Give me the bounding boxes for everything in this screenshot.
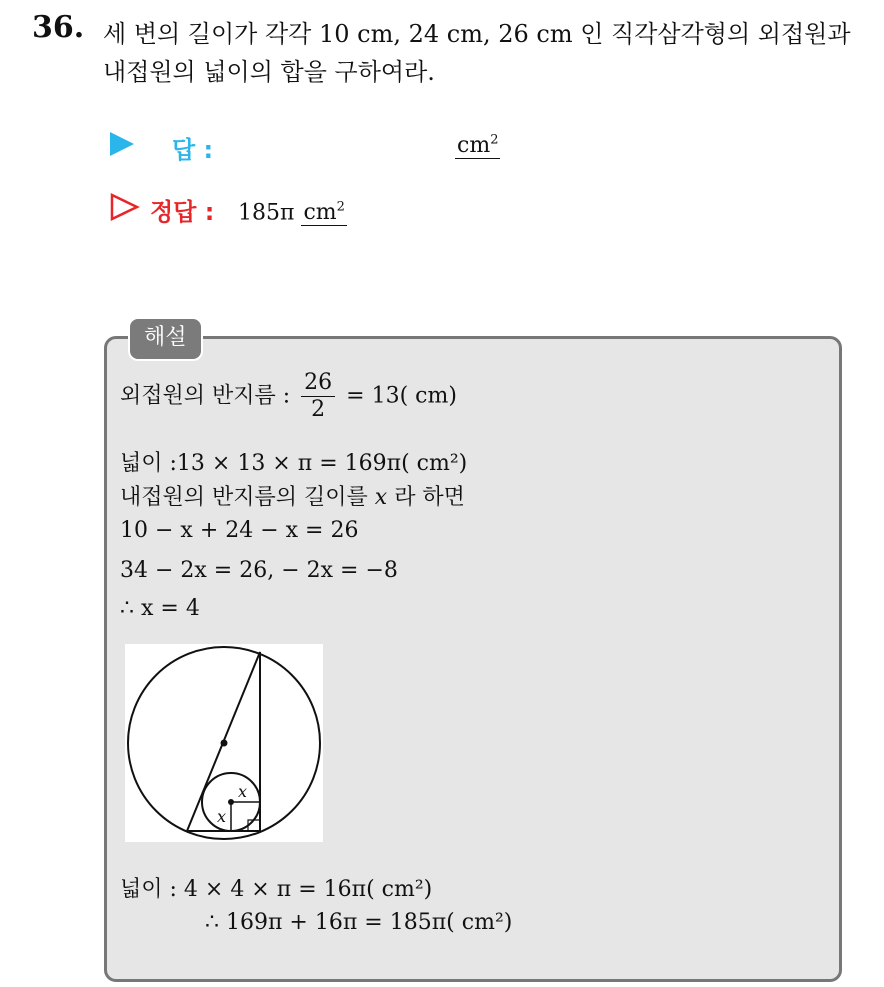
correct-answer-unit: $cm^2$ [303, 200, 345, 226]
solution-line-4: 10 − x + 24 − x = 26 [120, 518, 359, 543]
solution-line-8: ∴ 169π + 16π = 185π( cm²) [205, 910, 513, 935]
correct-answer-value: 185π $cm^2$ [238, 200, 345, 226]
figure-label-x: x [238, 782, 248, 801]
circle-triangle-figure [125, 644, 323, 842]
figure-label-x: x [217, 807, 227, 826]
answer-play-icon [110, 132, 134, 156]
correct-answer-label: 정답 : [150, 198, 215, 226]
answer-label: 답 : [172, 136, 214, 164]
solution-line-3: 내접원의 반지름의 길이를 x 라 하면 [120, 485, 465, 510]
solution-line-7: 넓이 : 4 × 4 × π = 16π( cm²) [120, 877, 433, 902]
answer-unit: $cm^2$ [457, 133, 499, 159]
question-text-line-1: 세 변의 길이가 각각 10 cm, 24 cm, 26 cm 인 직각삼각형의 외접원과 [103, 20, 851, 48]
question-text-line-2: 내접원의 넓이의 합을 구하여라. [103, 58, 435, 86]
fraction: $\frac{26}{2}$ [301, 370, 335, 423]
question-number: 36. [32, 10, 85, 45]
solution-line-6: ∴ x = 4 [120, 596, 200, 621]
answer-blank[interactable] [455, 128, 500, 159]
solution-line-2: 넓이 :13 × 13 × π = 169π( cm²) [120, 451, 468, 476]
solution-tag: 해설 [128, 317, 203, 361]
correct-triangle-icon [110, 193, 140, 221]
solution-line-1: 외접원의 반지름 : $\frac{26}{2}$ = 13( cm) [120, 370, 457, 422]
solution-line-5: 34 − 2x = 26, − 2x = −8 [120, 558, 398, 583]
